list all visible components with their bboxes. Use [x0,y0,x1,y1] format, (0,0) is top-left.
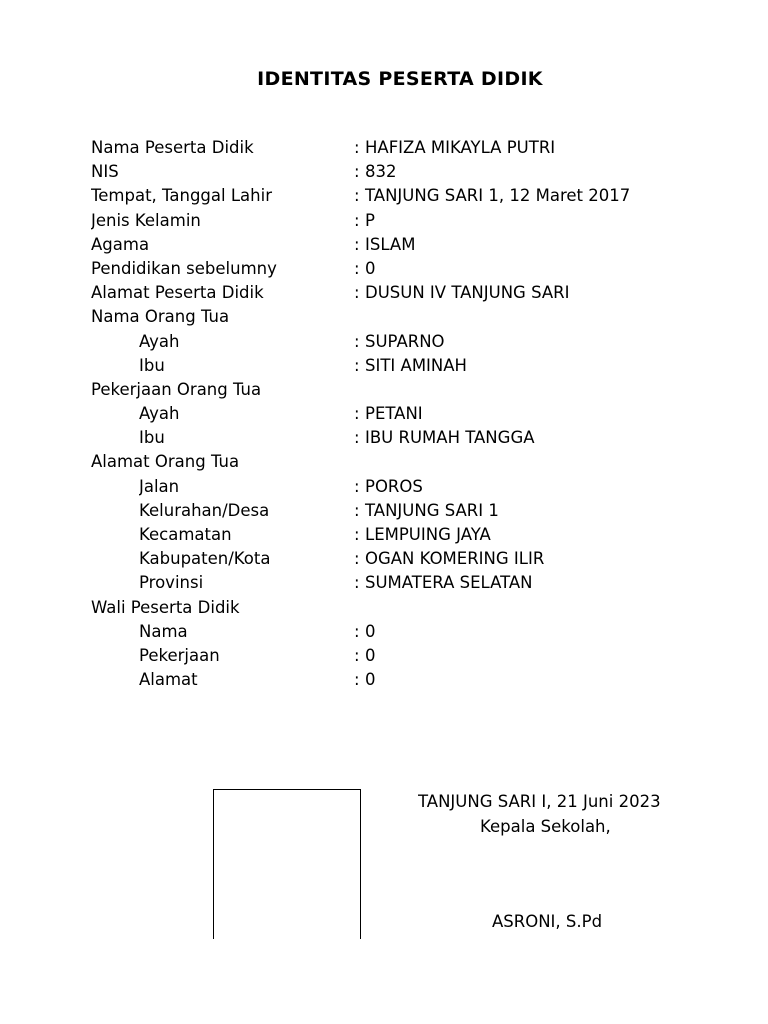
field-agama [0,233,768,257]
field-value: 0 [365,670,376,690]
field-label: NIS [91,162,119,182]
field-label: Provinsi [139,573,204,593]
field-value: LEMPUING JAYA [365,525,491,544]
section-heading: Pekerjaan Orang Tua [91,379,262,399]
section-nama-orang-tua [0,305,768,329]
field-ayah-pekerjaan [0,402,768,426]
field-value: TANJUNG SARI 1, 12 Maret 2017 [365,186,631,206]
field-label: Kelurahan/Desa [139,500,270,520]
field-value: 0 [365,258,376,278]
signature-place-date: TANJUNG SARI I, 21 Juni 2023 [418,792,661,811]
section-heading: Wali Peserta Didik [91,597,240,617]
field-label: Ibu [139,355,165,375]
field-label: Nama [139,621,188,641]
field-separator: : [354,162,360,182]
field-value: OGAN KOMERING ILIR [365,549,545,569]
field-value: TANJUNG SARI 1 [365,500,499,520]
field-label: Ayah [139,404,180,424]
section-heading: Alamat Orang Tua [91,452,240,472]
field-separator: : [354,355,360,375]
field-label: Ibu [139,428,165,448]
signature-name: ASRONI, S.Pd [492,912,603,931]
field-kelurahan-desa [0,499,768,523]
section-wali-peserta-didik [0,596,768,620]
field-separator: : [354,404,360,424]
section-pekerjaan-orang-tua [0,378,768,402]
field-jenis-kelamin [0,209,768,233]
field-label: Nama Peserta Didik [91,138,254,157]
field-value: 832 [365,162,397,182]
field-wali-alamat [0,668,768,692]
field-label: Ayah [139,331,180,351]
field-separator: : [354,210,360,230]
field-kabupaten-kota [0,547,768,571]
field-label: Alamat [139,670,198,690]
field-ayah-nama [0,330,768,354]
field-wali-pekerjaan [0,644,768,668]
field-separator: : [354,621,360,641]
field-separator: : [354,138,360,157]
field-ibu-pekerjaan [0,426,768,450]
field-value: 0 [365,645,376,665]
field-separator: : [354,428,360,448]
field-label: Alamat Peserta Didik [91,283,264,303]
field-value: IBU RUMAH TANGGA [365,428,535,448]
document-title: IDENTITAS PESERTA DIDIK [257,68,543,90]
field-tempat-tanggal-lahir [0,184,768,208]
field-wali-nama [0,620,768,644]
field-value: DUSUN IV TANJUNG SARI [365,283,570,303]
field-label: Kabupaten/Kota [139,549,271,569]
field-value: PETANI [365,404,423,424]
field-nama-peserta-didik [0,136,768,160]
field-separator: : [354,525,360,544]
signature-role: Kepala Sekolah, [480,817,611,836]
field-separator: : [354,645,360,665]
field-separator: : [354,258,360,278]
field-separator: : [354,549,360,569]
field-separator: : [354,283,360,303]
field-value: POROS [365,476,423,496]
field-pendidikan-sebelumnya [0,257,768,281]
field-separator: : [354,234,360,254]
field-value: SUMATERA SELATAN [365,573,533,593]
field-label: Pendidikan sebelumny [91,258,277,278]
field-label: Kecamatan [139,525,232,544]
field-value: SITI AMINAH [365,355,467,375]
field-label: Jenis Kelamin [91,210,201,230]
field-label: Agama [91,234,150,254]
field-value: ISLAM [365,234,416,254]
field-separator: : [354,500,360,520]
field-label: Jalan [139,476,180,496]
field-separator: : [354,573,360,593]
field-value: SUPARNO [365,331,445,351]
field-separator: : [354,476,360,496]
field-label: Pekerjaan [139,645,220,665]
field-value: HAFIZA MIKAYLA PUTRI [365,138,556,157]
field-alamat-peserta-didik [0,281,768,305]
field-kecamatan [0,523,768,547]
field-value: P [365,210,375,230]
field-jalan [0,475,768,499]
field-provinsi [0,571,768,595]
section-heading: Nama Orang Tua [91,307,230,327]
section-alamat-orang-tua [0,450,768,474]
field-value: 0 [365,621,376,641]
field-label: Tempat, Tanggal Lahir [91,186,272,206]
field-ibu-nama [0,354,768,378]
field-separator: : [354,331,360,351]
field-nis [0,160,768,184]
identity-fields [0,136,768,692]
field-separator: : [354,186,360,206]
field-separator: : [354,670,360,690]
photo-placeholder [213,789,361,939]
